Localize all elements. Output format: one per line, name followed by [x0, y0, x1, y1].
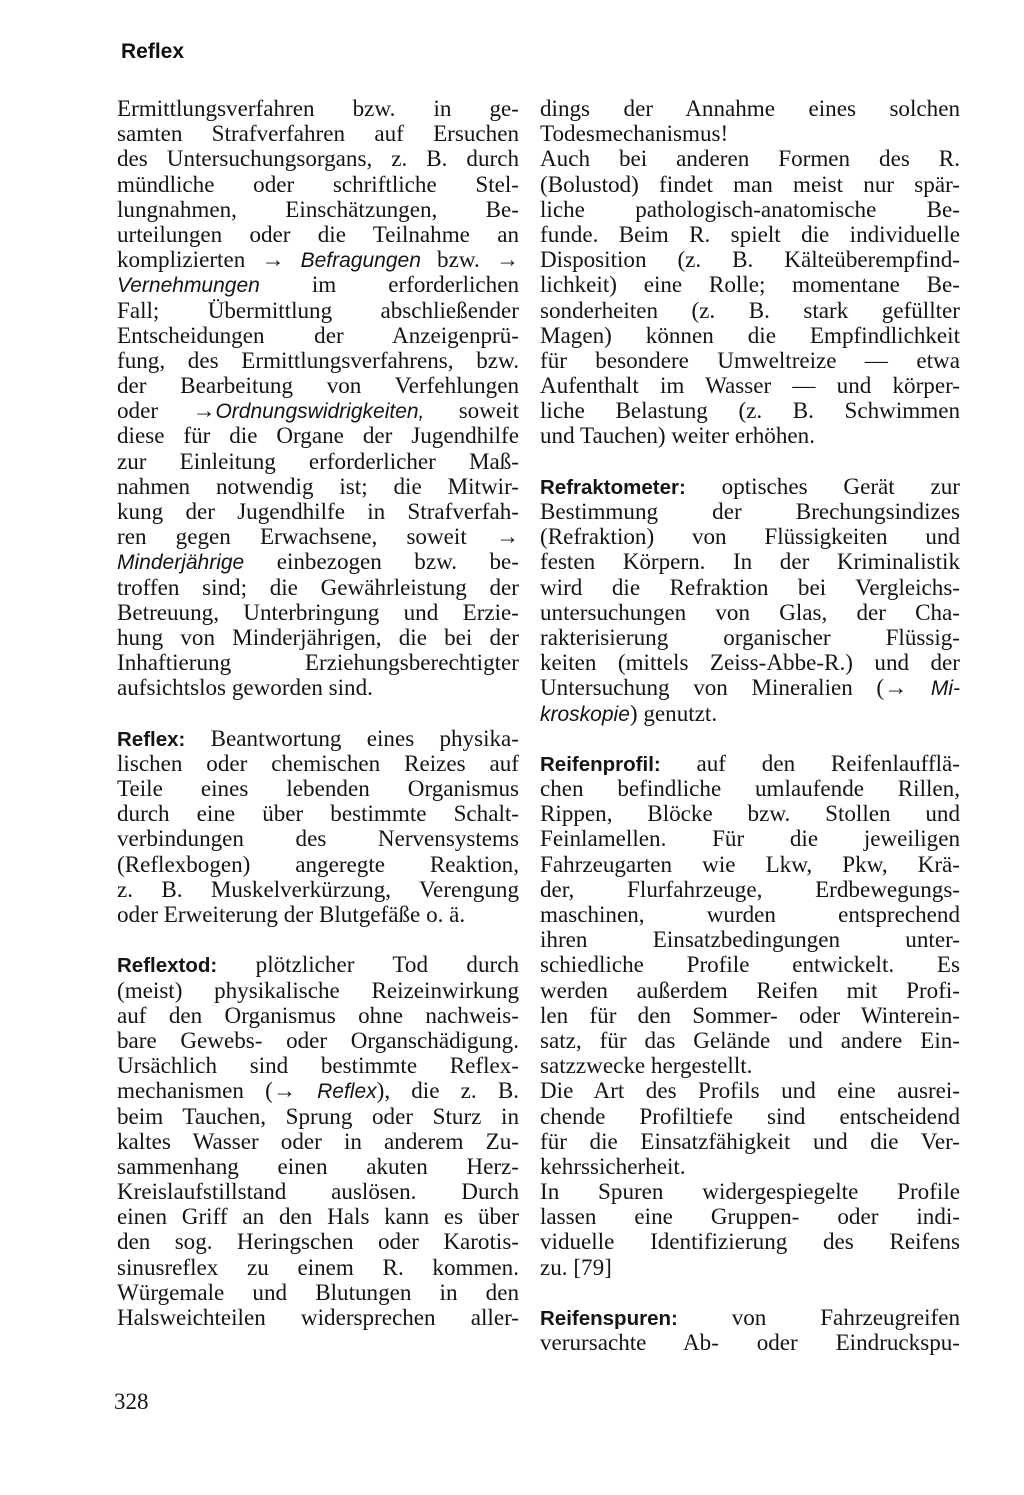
entry-term: Reflextod:: [117, 954, 218, 978]
text-segment: sinusreflex zu einem R. kommen.: [117, 1253, 519, 1280]
text-segment: plötzlicher Tod durch: [217, 951, 519, 978]
text-segment: Entscheidungen der Anzeigenprü-: [117, 321, 519, 348]
text-segment: verursachte Ab- oder Eindruckspu-: [540, 1329, 960, 1356]
text-line: [540, 675, 960, 700]
text-line: [540, 952, 960, 977]
text-line: [540, 751, 960, 776]
text-line: [540, 298, 960, 323]
text-segment: troffen sind; die Gewährleistung der: [117, 573, 519, 600]
text-segment: Halsweichteilen widersprechen aller-: [117, 1304, 519, 1330]
entry-term: Refraktometer:: [540, 475, 686, 499]
text-segment: für besondere Umweltreize — etwa: [540, 346, 960, 373]
text-line: [540, 499, 960, 524]
text-segment: ), die z. B.: [376, 1077, 519, 1104]
text-line: [117, 222, 519, 247]
text-segment: komplizierten →: [117, 246, 301, 273]
text-segment: Untersuchung von Mineralien (→: [540, 674, 931, 701]
text-line: [117, 398, 519, 423]
entry-term: Reflex:: [117, 727, 186, 751]
text-segment: z. B. Muskelverkürzung, Verengung: [117, 875, 519, 902]
text-line: [540, 978, 960, 1003]
text-segment: den sog. Heringschen oder Karotis-: [117, 1228, 519, 1255]
text-line: [117, 650, 519, 675]
text-line: [540, 146, 960, 171]
text-segment: samten Strafverfahren auf Ersuchen: [117, 120, 519, 147]
text-segment: lischen oder chemischen Reizes auf: [117, 749, 519, 776]
text-line: [117, 272, 519, 297]
text-segment: ) genutzt.: [629, 699, 718, 726]
text-line: [540, 776, 960, 801]
text-line: [540, 96, 960, 121]
text-line: [117, 1078, 519, 1103]
text-segment: beim Tauchen, Sprung oder Sturz in: [117, 1102, 519, 1129]
text-line: [540, 826, 960, 851]
text-segment: Bestimmung der Brechungsindizes: [540, 498, 960, 524]
text-segment: Betreuung, Unterbringung und Erzie-: [117, 598, 519, 625]
text-line: [540, 1078, 960, 1103]
text-line: [117, 1104, 519, 1129]
text-segment: auf den Organismus ohne nachweis-: [117, 1001, 519, 1028]
text-segment: wird die Refraktion bei Vergleichs-: [540, 573, 960, 600]
paragraph-gap: [540, 726, 960, 751]
text-segment: nahmen notwendig ist; die Mitwir-: [117, 472, 519, 499]
text-segment: untersuchungen von Glas, der Cha-: [540, 598, 960, 625]
text-line: [540, 1330, 960, 1355]
text-segment: Disposition (z. B. Kälteüberempfind-: [540, 246, 960, 273]
text-line: [540, 927, 960, 952]
text-segment: Rippen, Blöcke bzw. Stollen und: [540, 800, 960, 827]
text-segment: sammenhang einen akuten Herz-: [117, 1152, 519, 1179]
entry-term: Reifenprofil:: [540, 752, 661, 776]
text-line: [540, 121, 960, 146]
cross-reference: Reflex: [317, 1080, 377, 1104]
text-line: [117, 499, 519, 524]
paragraph-gap: [540, 1280, 960, 1305]
text-line: [117, 1053, 519, 1078]
text-segment: kaltes Wasser oder in anderem Zu-: [117, 1127, 519, 1154]
text-line: [117, 348, 519, 373]
text-line: [540, 1154, 960, 1179]
text-line: [117, 1305, 519, 1330]
text-segment: Magen) können die Empfindlichkeit: [540, 321, 960, 348]
text-segment: soweit: [424, 397, 519, 424]
page-number: 328: [114, 1389, 149, 1414]
text-line: [540, 549, 960, 574]
text-segment: Inhaftierung Erziehungsberechtigter: [117, 649, 519, 676]
text-segment: Teile eines lebenden Organismus: [117, 775, 519, 802]
paragraph-gap: [540, 449, 960, 474]
text-segment: satzzwecke hergestellt.: [540, 1052, 753, 1079]
text-segment: werden außerdem Reifen mit Profi-: [540, 976, 960, 1003]
text-segment: dings der Annahme eines solchen: [540, 95, 960, 121]
text-segment: kehrssicherheit.: [540, 1152, 686, 1179]
text-line: [117, 776, 519, 801]
text-segment: der, Flurfahrzeuge, Erdbewegungs-: [540, 875, 960, 902]
text-line: [117, 600, 519, 625]
text-line: [117, 877, 519, 902]
text-line: [540, 1255, 960, 1280]
text-segment: bzw. →: [420, 246, 519, 273]
text-line: [117, 726, 519, 751]
text-segment: chen befindliche umlaufende Rillen,: [540, 775, 960, 802]
text-line: [540, 701, 960, 726]
text-line: [540, 323, 960, 348]
text-line: [540, 272, 960, 297]
running-head: Reflex: [121, 40, 185, 63]
text-line: [117, 323, 519, 348]
text-line: [540, 1053, 960, 1078]
text-line: [117, 1003, 519, 1028]
text-line: [117, 675, 519, 700]
text-segment: mechanismen (→: [117, 1077, 318, 1104]
text-line: [117, 952, 519, 977]
text-segment: liche pathologisch-anatomische Be-: [540, 195, 960, 222]
text-segment: Todesmechanismus!: [540, 120, 729, 147]
text-segment: im erforderlichen: [259, 271, 519, 298]
text-segment: des Untersuchungsorgans, z. B. durch: [117, 145, 519, 172]
text-line: [117, 1154, 519, 1179]
text-line: [117, 549, 519, 574]
text-segment: Würgemale und Blutungen in den: [117, 1278, 519, 1305]
text-segment: hung von Minderjährigen, die bei der: [117, 623, 519, 650]
text-line: [117, 247, 519, 272]
text-line: [540, 852, 960, 877]
text-line: [117, 172, 519, 197]
text-line: [117, 146, 519, 171]
text-segment: ren gegen Erwachsene, soweit →: [117, 523, 519, 550]
text-line: [117, 1204, 519, 1229]
text-line: [540, 373, 960, 398]
text-line: [117, 1280, 519, 1305]
text-segment: oder Erweiterung der Blutgefäße o. ä.: [117, 901, 466, 927]
text-segment: für die Einsatzfähigkeit und die Ver-: [540, 1127, 960, 1154]
text-line: [540, 902, 960, 927]
text-segment: lassen eine Gruppen- oder indi-: [540, 1203, 960, 1230]
text-line: [540, 348, 960, 373]
text-segment: oder →: [117, 397, 216, 424]
text-segment: (Refraktion) von Flüssigkeiten und: [540, 523, 960, 550]
text-segment: auf den Reifenlaufflä-: [660, 749, 960, 776]
text-segment: aufsichtslos geworden sind.: [117, 674, 373, 701]
text-line: [117, 197, 519, 222]
text-line: [117, 1255, 519, 1280]
text-segment: Aufenthalt im Wasser — und körper-: [540, 372, 960, 399]
text-line: [540, 1129, 960, 1154]
text-line: [117, 625, 519, 650]
text-segment: Beantwortung eines physika-: [185, 724, 519, 751]
text-segment: ihren Einsatzbedingungen unter-: [540, 926, 960, 953]
text-line: [540, 172, 960, 197]
text-line: [540, 197, 960, 222]
text-line: [117, 373, 519, 398]
text-segment: liche Belastung (z. B. Schwimmen: [540, 397, 960, 424]
cross-reference: Vernehmungen: [117, 274, 260, 298]
text-segment: funde. Beim R. spielt die individuelle: [540, 220, 960, 247]
right-column: [540, 96, 960, 1355]
text-segment: maschinen, wurden entsprechend: [540, 901, 960, 927]
text-segment: urteilungen oder die Teilnahme an: [117, 220, 519, 247]
text-segment: festen Körpern. In der Kriminalistik: [540, 548, 960, 575]
text-line: [540, 1104, 960, 1129]
text-line: [540, 1003, 960, 1028]
cross-reference: Minderjährige: [117, 551, 245, 575]
paragraph-gap: [117, 701, 519, 726]
cross-reference: Ordnungswidrigkeiten,: [215, 400, 425, 424]
text-segment: Fahrzeugarten wie Lkw, Pkw, Krä-: [540, 850, 960, 877]
text-line: [117, 801, 519, 826]
text-segment: zur Einleitung erforderlicher Maß-: [117, 447, 519, 474]
text-segment: Ursächlich sind bestimmte Reflex-: [117, 1052, 519, 1079]
text-line: [117, 449, 519, 474]
text-line: [117, 852, 519, 877]
text-line: [117, 751, 519, 776]
left-column: [117, 96, 519, 1330]
text-segment: satz, für das Gelände und andere Ein-: [540, 1026, 960, 1053]
text-segment: viduelle Identifizierung des Reifens: [540, 1228, 960, 1255]
text-line: [117, 96, 519, 121]
text-segment: (meist) physikalische Reizeinwirkung: [117, 976, 519, 1003]
text-segment: verbindungen des Nervensystems: [117, 825, 519, 852]
text-line: [540, 1179, 960, 1204]
text-line: [540, 247, 960, 272]
text-segment: Ermittlungsverfahren bzw. in ge-: [117, 95, 519, 121]
text-segment: mündliche oder schriftliche Stel-: [117, 170, 519, 197]
text-segment: Auch bei anderen Formen des R.: [540, 145, 960, 172]
text-line: [117, 1229, 519, 1254]
text-segment: (Bolustod) findet man meist nur spär-: [540, 170, 960, 197]
text-segment: Fall; Übermittlung abschließender: [117, 296, 519, 323]
text-line: [540, 474, 960, 499]
text-segment: chende Profiltiefe sind entscheidend: [540, 1102, 960, 1129]
text-segment: fung, des Ermittlungsverfahrens, bzw.: [117, 346, 519, 373]
text-segment: einen Griff an den Hals kann es über: [117, 1203, 519, 1230]
cross-reference: kroskopie: [540, 702, 630, 726]
text-line: [117, 978, 519, 1003]
text-line: [540, 600, 960, 625]
text-segment: keiten (mittels Zeiss-Abbe-R.) und der: [540, 649, 960, 676]
text-segment: sonderheiten (z. B. stark gefüllter: [540, 296, 960, 323]
text-line: [117, 423, 519, 448]
text-segment: von Fahrzeugreifen: [677, 1304, 960, 1330]
text-line: [117, 474, 519, 499]
text-line: [540, 423, 960, 448]
entry-term: Reifenspuren:: [540, 1307, 678, 1330]
text-segment: der Bearbeitung von Verfehlungen: [117, 372, 519, 399]
text-segment: Kreislaufstillstand auslösen. Durch: [117, 1178, 519, 1205]
text-segment: und Tauchen) weiter erhöhen.: [540, 422, 815, 449]
text-segment: optisches Gerät zur: [685, 472, 960, 499]
text-segment: durch eine über bestimmte Schalt-: [117, 800, 519, 827]
text-segment: Feinlamellen. Für die jeweiligen: [540, 825, 960, 852]
text-line: [117, 826, 519, 851]
text-segment: lungnahmen, Einschätzungen, Be-: [117, 195, 519, 222]
text-line: [540, 398, 960, 423]
text-line: [540, 1028, 960, 1053]
text-line: [117, 902, 519, 927]
cross-reference: Befragungen: [300, 249, 421, 273]
text-line: [117, 121, 519, 146]
text-line: [540, 1229, 960, 1254]
cross-reference: Mi-: [930, 677, 960, 701]
text-line: [540, 801, 960, 826]
text-segment: (Reflexbogen) angeregte Reaktion,: [117, 850, 519, 877]
text-line: [540, 650, 960, 675]
text-segment: zu. [79]: [540, 1253, 612, 1280]
text-line: [540, 1305, 960, 1330]
text-segment: bare Gewebs- oder Organschädigung.: [117, 1026, 519, 1053]
text-line: [540, 524, 960, 549]
text-segment: diese für die Organe der Jugendhilfe: [117, 422, 519, 449]
text-line: [117, 524, 519, 549]
text-line: [540, 222, 960, 247]
text-line: [540, 575, 960, 600]
text-segment: Die Art des Profils und eine ausrei-: [540, 1077, 960, 1104]
text-segment: In Spuren widergespiegelte Profile: [540, 1178, 960, 1205]
text-line: [540, 1204, 960, 1229]
text-segment: kung der Jugendhilfe in Strafverfah-: [117, 498, 519, 524]
text-segment: einbezogen bzw. be-: [244, 548, 519, 575]
text-line: [540, 625, 960, 650]
paragraph-gap: [117, 927, 519, 952]
text-line: [117, 1179, 519, 1204]
text-segment: rakterisierung organischer Flüssig-: [540, 623, 960, 650]
text-segment: lichkeit) eine Rolle; momentane Be-: [540, 271, 960, 298]
text-segment: schiedliche Profile entwickelt. Es: [540, 951, 960, 978]
text-line: [117, 1028, 519, 1053]
text-line: [117, 298, 519, 323]
text-line: [117, 575, 519, 600]
text-segment: len für den Sommer- oder Winterein-: [540, 1001, 960, 1028]
text-line: [117, 1129, 519, 1154]
text-line: [540, 877, 960, 902]
